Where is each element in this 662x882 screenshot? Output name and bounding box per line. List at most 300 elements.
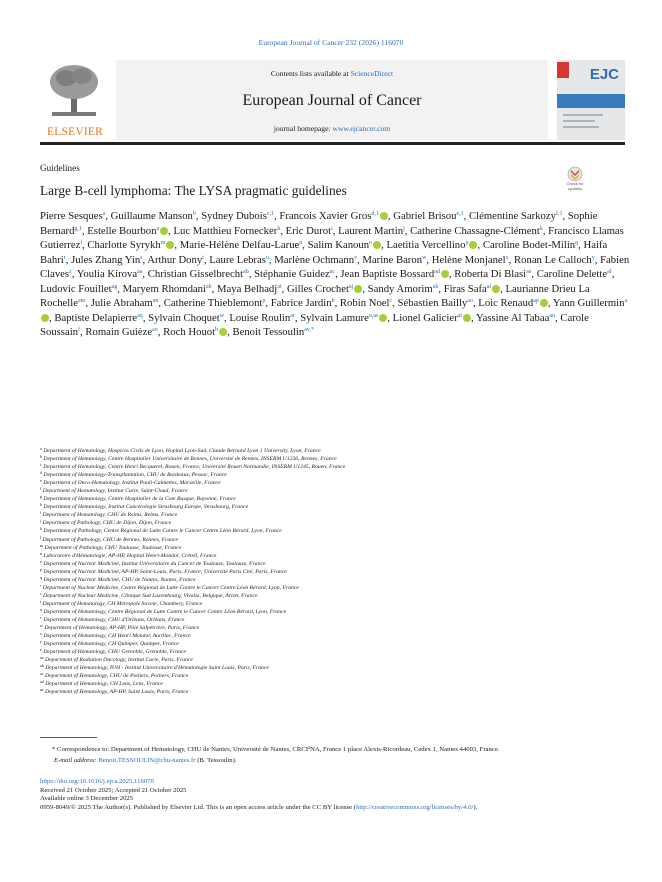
author-affiliation-marker[interactable]: ac bbox=[329, 269, 336, 276]
author[interactable] bbox=[338, 225, 410, 237]
affiliation-text: Department of Nuclear Medicine, Clinique Sud Luxembourg, Vivalia, Belgique, Arlon, France bbox=[42, 592, 258, 599]
author[interactable] bbox=[368, 283, 444, 295]
author-affiliation-marker[interactable]: ad bbox=[434, 269, 440, 276]
author[interactable] bbox=[232, 326, 314, 338]
author-affiliation-marker[interactable]: u,as bbox=[368, 312, 379, 319]
author[interactable] bbox=[393, 210, 469, 222]
author-affiliation-marker[interactable]: f bbox=[78, 327, 81, 334]
journal-name: European Journal of Cancer bbox=[242, 92, 422, 109]
author-affiliation-marker[interactable]: u bbox=[265, 254, 269, 261]
author[interactable] bbox=[478, 297, 553, 309]
author-separator: , bbox=[594, 253, 601, 266]
author-name[interactable]: Stéphanie Guidez bbox=[254, 268, 330, 281]
orcid-icon[interactable] bbox=[540, 299, 548, 307]
homepage-line bbox=[116, 124, 548, 133]
orcid-icon[interactable] bbox=[463, 314, 471, 322]
author-separator: , bbox=[471, 311, 476, 324]
author-affiliation-marker[interactable]: x bbox=[505, 254, 509, 261]
author[interactable] bbox=[286, 225, 338, 237]
affiliation-key: d bbox=[40, 470, 42, 476]
author-affiliation-marker[interactable]: y bbox=[591, 254, 595, 261]
author-separator: , bbox=[81, 224, 88, 237]
author-affiliation-marker[interactable]: a bbox=[624, 298, 628, 305]
author[interactable] bbox=[148, 268, 254, 280]
author-separator: , bbox=[227, 326, 233, 339]
affiliation-key: ad bbox=[40, 679, 44, 685]
author-affiliation-marker[interactable]: h bbox=[277, 225, 281, 232]
journal-citation[interactable]: European Journal of Cancer 232 (2026) 116070 bbox=[258, 38, 404, 47]
author-name[interactable]: Arthur Dony bbox=[147, 253, 203, 266]
orcid-icon[interactable] bbox=[441, 270, 449, 278]
sciencedirect-link[interactable]: ScienceDirect bbox=[350, 69, 394, 78]
author-name[interactable]: Sylvain Lamure bbox=[300, 311, 369, 324]
doi-link[interactable]: https://doi.org/10.1016/j.ejca.2025.116070 bbox=[40, 778, 154, 785]
check-for-updates-badge[interactable] bbox=[561, 166, 589, 198]
check-updates-label: Check for updates bbox=[566, 181, 584, 191]
author-affiliation-marker[interactable]: a bbox=[102, 211, 106, 217]
author-name[interactable]: Clémentine Sarkozy bbox=[468, 210, 556, 222]
affiliation-key: u bbox=[40, 606, 42, 612]
affiliation-text: Department of Hematology, Institut Curie, Saint-Cloud, France bbox=[42, 488, 188, 495]
affiliation-text: Department of Hematology-Transplantation, CHU de Bordeaux, Pessac, France bbox=[43, 472, 227, 479]
cover-line bbox=[563, 126, 599, 128]
corresponding-author-note bbox=[40, 745, 630, 756]
author-name[interactable]: Loic Renaud bbox=[478, 297, 534, 310]
author-affiliation-marker[interactable]: v bbox=[354, 254, 358, 261]
author-separator: , bbox=[174, 239, 180, 252]
author-separator: , bbox=[65, 253, 72, 266]
affiliation-text: Department of Pathology, CHU de Rennes, Rennes, France bbox=[42, 536, 179, 543]
author-affiliation-marker[interactable]: l bbox=[80, 240, 83, 247]
author[interactable] bbox=[77, 268, 148, 280]
author-name[interactable]: Ludovic Fouillet bbox=[40, 282, 112, 295]
author[interactable] bbox=[444, 283, 506, 295]
author[interactable] bbox=[271, 297, 340, 309]
affiliation-key: k bbox=[40, 526, 42, 532]
affiliation-text: Department of Hematology, CHU d'Orléans, Orléans, France bbox=[43, 616, 185, 623]
author-affiliation-marker[interactable]: al bbox=[486, 283, 492, 290]
affiliation-text: Department of Hematology, CH Henri Mondor, Aurillac, France bbox=[43, 633, 191, 640]
author[interactable] bbox=[209, 254, 274, 266]
author-affiliation-marker[interactable]: ao bbox=[467, 298, 473, 305]
author[interactable] bbox=[340, 268, 454, 280]
author-name[interactable]: Laurianne Drieu La Rochelle bbox=[40, 282, 590, 310]
author-affiliation-marker[interactable]: e,1 bbox=[456, 211, 464, 217]
affiliation-key: r bbox=[40, 582, 42, 588]
affiliation-list bbox=[40, 447, 630, 696]
affiliation-item bbox=[40, 592, 630, 600]
author-name[interactable]: Laetitia Vercellino bbox=[386, 239, 466, 252]
affiliation-item bbox=[40, 519, 630, 527]
author[interactable] bbox=[164, 297, 271, 309]
author-name[interactable]: Firas Safa bbox=[443, 282, 487, 295]
author-name[interactable]: Catherine Chassagne-Clément bbox=[410, 224, 540, 237]
affiliation-item bbox=[40, 463, 630, 471]
author[interactable] bbox=[287, 283, 368, 295]
author-affiliation-marker[interactable]: at bbox=[457, 312, 463, 319]
author-name[interactable]: Laure Lebras bbox=[209, 253, 266, 266]
contents-line bbox=[116, 69, 548, 78]
affiliation-text: Department of Hematology, CH Lens, Lens, France bbox=[45, 681, 163, 688]
email-link[interactable]: Benoit.TESSOULIN@chu-nantes.fr bbox=[98, 756, 196, 764]
author-separator: , bbox=[404, 224, 411, 237]
author[interactable] bbox=[163, 326, 232, 338]
author[interactable] bbox=[123, 283, 217, 295]
affiliation-text: Department of Hematology, CHU Grenoble, Grenoble, France bbox=[43, 649, 187, 656]
author-affiliation-marker[interactable]: ae bbox=[526, 269, 532, 276]
author-name[interactable]: Gilles Crochet bbox=[286, 282, 349, 295]
author-affiliation-marker[interactable]: d,1 bbox=[371, 211, 379, 217]
author-name[interactable]: Eric Durot bbox=[285, 224, 332, 237]
author-name[interactable]: Robin Noel bbox=[339, 297, 390, 310]
author-affiliation-marker[interactable]: q bbox=[575, 240, 579, 247]
received-dates: Received 21 October 2025; Accepted 21 October 2025 bbox=[40, 786, 187, 794]
homepage-link[interactable]: www.ejcancer.com bbox=[332, 124, 391, 133]
author[interactable] bbox=[410, 225, 548, 237]
affiliation-item bbox=[40, 624, 630, 632]
author[interactable] bbox=[386, 239, 482, 251]
author-separator: , bbox=[142, 268, 148, 281]
affiliation-item bbox=[40, 487, 630, 495]
author-name[interactable]: Christian Gisselbrecht bbox=[147, 268, 244, 281]
author-separator: , bbox=[463, 210, 469, 222]
author-name[interactable]: Sandy Amorim bbox=[367, 282, 433, 295]
author-name[interactable]: Francisco Llamas Gutierrez bbox=[40, 224, 624, 252]
affiliation-text: Laboratoire d'Hématologie, AP-HP, Hopital Henri-Mondor, Créteil, France bbox=[43, 552, 217, 559]
author-name[interactable]: Romain Guièze bbox=[85, 326, 153, 339]
available-online-date: Available online 3 December 2025 bbox=[40, 795, 134, 802]
author-affiliation-marker[interactable]: ab bbox=[243, 269, 249, 276]
affiliation-item bbox=[40, 503, 630, 511]
author[interactable] bbox=[483, 239, 584, 251]
author-affiliation-marker[interactable]: a bbox=[156, 225, 160, 232]
author[interactable] bbox=[393, 312, 476, 324]
email-suffix: (B. Tessoulin). bbox=[197, 756, 237, 764]
check-updates-icon bbox=[561, 166, 589, 182]
author[interactable] bbox=[476, 312, 560, 324]
affiliation-text: Department of Hematology, Centre Hospitalier Universitaire de Rennes, Université de Rennes, INSERM U1236, Rennes, France bbox=[43, 456, 337, 463]
author[interactable] bbox=[201, 210, 279, 222]
article-type: Guidelines bbox=[40, 163, 80, 173]
author-name[interactable]: Sylvain Choquet bbox=[148, 311, 220, 324]
author-name[interactable]: Fabrice Jardin bbox=[270, 297, 332, 310]
author-name[interactable]: Francois Xavier Gros bbox=[279, 210, 372, 222]
orcid-icon[interactable] bbox=[380, 212, 388, 220]
journal-info-box bbox=[116, 60, 548, 140]
author-separator: , bbox=[158, 297, 164, 310]
author-affiliation-marker[interactable]: aa bbox=[137, 269, 143, 276]
author-name[interactable]: Sydney Dubois bbox=[201, 210, 267, 222]
author-separator: , bbox=[302, 239, 308, 252]
author-name[interactable]: Maya Belhadj bbox=[217, 282, 278, 295]
author-name[interactable]: Caroline Delette bbox=[536, 268, 608, 281]
author-affiliation-marker[interactable]: b bbox=[215, 327, 219, 334]
footnotes bbox=[40, 745, 630, 767]
author[interactable] bbox=[87, 225, 173, 237]
author-separator: , bbox=[85, 297, 91, 310]
author-name[interactable]: Charlotte Syrykh bbox=[87, 239, 161, 252]
author-affiliation-marker[interactable]: o bbox=[369, 240, 373, 247]
orcid-icon[interactable] bbox=[219, 328, 227, 336]
author-name[interactable]: Jean Baptiste Bossard bbox=[340, 268, 435, 281]
affiliation-item bbox=[40, 672, 630, 680]
affiliation-item bbox=[40, 600, 630, 608]
author-name[interactable]: Sébastien Bailly bbox=[397, 297, 468, 310]
cover-line bbox=[563, 120, 595, 122]
author-separator: , bbox=[105, 210, 111, 222]
author[interactable] bbox=[254, 268, 340, 280]
author-list bbox=[40, 209, 630, 340]
affiliation-item bbox=[40, 656, 630, 664]
author[interactable] bbox=[40, 210, 111, 222]
author-affiliation-marker[interactable]: m bbox=[160, 240, 166, 247]
author[interactable] bbox=[87, 239, 179, 251]
orcid-icon[interactable] bbox=[41, 314, 49, 322]
author-separator: , bbox=[274, 210, 280, 222]
author-name[interactable]: Haifa Bahri bbox=[40, 239, 608, 266]
author-name[interactable]: Yassine Al Tabaa bbox=[475, 311, 550, 324]
affiliation-key: j bbox=[40, 518, 42, 524]
affiliation-item bbox=[40, 664, 630, 672]
author[interactable] bbox=[111, 210, 202, 222]
author-separator: , bbox=[334, 297, 340, 310]
author[interactable] bbox=[454, 268, 537, 280]
author-affiliation-marker[interactable]: w bbox=[422, 254, 427, 261]
affiliation-key: a bbox=[40, 446, 42, 451]
author-separator: , bbox=[448, 268, 455, 281]
author-name[interactable]: Maryem Rhomdani bbox=[122, 282, 206, 295]
author-affiliation-marker[interactable]: av,* bbox=[304, 327, 315, 334]
affiliation-item bbox=[40, 511, 630, 519]
author[interactable] bbox=[469, 210, 568, 222]
author[interactable] bbox=[340, 297, 398, 309]
author[interactable] bbox=[432, 254, 514, 266]
affiliation-key: i bbox=[40, 510, 42, 516]
author-affiliation-marker[interactable]: s bbox=[140, 254, 143, 261]
author-affiliation-marker[interactable]: r bbox=[63, 254, 66, 261]
affiliation-text: Department of Hematology, Centre Régional de Lutte Contre le Cancer Centre Léon Bérard, Lyon, France bbox=[43, 608, 287, 615]
author-affiliation-marker[interactable]: b bbox=[192, 211, 196, 217]
author-separator: , bbox=[294, 311, 301, 324]
affiliation-item bbox=[40, 640, 630, 648]
author-name[interactable]: Roberta Di Blasi bbox=[454, 268, 527, 281]
affiliation-item bbox=[40, 536, 630, 544]
author-separator: , bbox=[142, 253, 148, 266]
author[interactable] bbox=[279, 210, 393, 222]
author-separator: , bbox=[547, 297, 553, 310]
affiliation-key: ac bbox=[40, 671, 44, 677]
author-name[interactable]: Salim Kanoun bbox=[307, 239, 370, 252]
author[interactable] bbox=[54, 312, 148, 324]
author-separator: , bbox=[195, 210, 202, 222]
author-affiliation-marker[interactable]: ah bbox=[205, 283, 212, 290]
author-name[interactable]: Roch Houot bbox=[163, 326, 216, 339]
copyright-text: 0959-8049/© 2025 The Author(s). Published by Elsevier Ltd. This is an open access article under the CC BY license ( bbox=[40, 803, 357, 811]
author-separator: , bbox=[71, 268, 77, 281]
affiliation-item bbox=[40, 680, 630, 688]
author-affiliation-marker[interactable]: t bbox=[202, 254, 204, 261]
affiliation-text: Department of Hematology, CHU de Reims, Reims, France bbox=[42, 512, 178, 519]
author-name[interactable]: Gabriel Brisou bbox=[393, 210, 457, 222]
author-separator: , bbox=[531, 268, 537, 281]
author-affiliation-marker[interactable]: ap bbox=[533, 298, 539, 305]
author-name[interactable]: Sophie Bernard bbox=[40, 210, 598, 237]
affiliation-text: Department of Pathology, Centre Régional de Lutte Contre le Cancer Centre Léon Bérard, Lyon, France bbox=[43, 528, 282, 535]
author-separator: , bbox=[280, 224, 286, 237]
author-affiliation-marker[interactable]: am bbox=[78, 298, 86, 305]
author-affiliation-marker[interactable]: n bbox=[299, 240, 303, 247]
author[interactable] bbox=[362, 254, 431, 266]
affiliation-text: Department of Hematology, AP-HP, Saint Louis, Paris, France bbox=[44, 689, 189, 696]
author[interactable] bbox=[300, 312, 392, 324]
author[interactable] bbox=[148, 312, 229, 324]
affiliation-key: l bbox=[40, 534, 42, 540]
author-name[interactable]: Marie-Hélène Delfau-Larue bbox=[179, 239, 300, 252]
author-name[interactable]: Youlia Kirova bbox=[76, 268, 138, 281]
author[interactable] bbox=[147, 254, 209, 266]
footnote-rule bbox=[40, 737, 97, 738]
affiliation-key: g bbox=[40, 494, 42, 500]
orcid-icon[interactable] bbox=[373, 241, 381, 249]
author[interactable] bbox=[91, 297, 164, 309]
affiliation-text: Department of Nuclear Medicine, CHU de Nantes, Nantes, France bbox=[43, 576, 196, 583]
author-affiliation-marker[interactable]: au bbox=[549, 312, 556, 319]
author-separator: , bbox=[80, 326, 86, 339]
author-name[interactable]: Caroline Bodet-Milin bbox=[482, 239, 576, 252]
author-affiliation-marker[interactable]: ak bbox=[432, 283, 439, 290]
affiliation-item bbox=[40, 471, 630, 479]
author[interactable] bbox=[514, 254, 600, 266]
affiliation-key: n bbox=[40, 550, 42, 556]
author-affiliation-marker[interactable]: aq bbox=[137, 312, 143, 319]
author-affiliation-marker[interactable]: ai bbox=[277, 283, 282, 290]
affiliation-item bbox=[40, 576, 630, 584]
author-separator: , bbox=[611, 268, 615, 281]
author-separator: , bbox=[248, 268, 255, 281]
author-name[interactable]: Estelle Bourbon bbox=[87, 224, 157, 237]
author-affiliation-marker[interactable]: ag bbox=[111, 283, 118, 290]
author[interactable] bbox=[217, 283, 287, 295]
author-affiliation-marker[interactable]: ao bbox=[152, 327, 158, 334]
affiliation-key: m bbox=[40, 542, 44, 548]
author-separator: , bbox=[82, 239, 88, 252]
affiliation-key: v bbox=[40, 614, 42, 620]
author-name[interactable]: Luc Matthieu Fornecker bbox=[173, 224, 278, 237]
license-link[interactable]: http://creativecommons.org/licenses/by/4.0/ bbox=[356, 803, 474, 811]
affiliation-key: e bbox=[40, 478, 42, 484]
author-affiliation-marker[interactable]: w bbox=[219, 312, 225, 319]
affiliation-text: Department of Hematology, Hospices Civils de Lyon, Hopital Lyon-Sud, Claude Bernard Lyon 1 University, Lyon, France bbox=[43, 448, 321, 454]
affiliation-key: aa bbox=[40, 655, 44, 661]
author-separator: , bbox=[392, 297, 398, 310]
author[interactable] bbox=[229, 312, 300, 324]
author-separator: , bbox=[203, 253, 210, 266]
orcid-icon[interactable] bbox=[492, 285, 500, 293]
author[interactable] bbox=[398, 297, 479, 309]
author-affiliation-marker[interactable]: h bbox=[331, 298, 335, 305]
author-affiliation-marker[interactable]: c,1 bbox=[266, 211, 275, 217]
author[interactable] bbox=[180, 239, 308, 251]
affiliation-key: f bbox=[40, 486, 42, 492]
author[interactable] bbox=[173, 225, 285, 237]
author[interactable] bbox=[537, 268, 615, 280]
author-name[interactable]: Yann Guillermin bbox=[552, 297, 625, 310]
cover-line bbox=[563, 114, 603, 116]
affiliation-text: Department of Pathology, CHU Toulouse, Toulouse, France bbox=[44, 544, 182, 551]
author-name[interactable]: Helène Monjanel bbox=[431, 253, 506, 266]
author-affiliation-marker[interactable]: af bbox=[607, 269, 612, 276]
author-separator: , bbox=[500, 282, 506, 295]
author-name[interactable]: Ronan Le Calloch bbox=[514, 253, 592, 266]
affiliation-text: Department of Hematology, CHU de Poitiers, Poitiers, France bbox=[44, 673, 189, 680]
author-separator: , bbox=[117, 282, 123, 295]
author-affiliation-marker[interactable]: c bbox=[389, 298, 393, 305]
cover-band bbox=[557, 94, 625, 108]
author-name[interactable]: Marine Baron bbox=[362, 253, 423, 266]
author-name[interactable]: Carole Soussain bbox=[40, 311, 589, 339]
publisher-name: ELSEVIER bbox=[47, 126, 103, 138]
affiliation-item bbox=[40, 560, 630, 568]
author-affiliation-marker[interactable]: ar bbox=[290, 312, 295, 319]
author-separator: , bbox=[142, 311, 149, 324]
author-affiliation-marker[interactable]: g,1 bbox=[74, 225, 82, 232]
author[interactable] bbox=[85, 326, 163, 338]
author-name[interactable]: Baptiste Delapierre bbox=[54, 311, 138, 324]
author-name[interactable]: Marlène Ochmann bbox=[274, 253, 355, 266]
author-name[interactable]: Pierre Sesques bbox=[40, 210, 103, 222]
journal-cover-thumbnail[interactable] bbox=[557, 60, 625, 140]
author[interactable] bbox=[71, 254, 147, 266]
author-name[interactable]: Fabien Claves bbox=[40, 253, 630, 281]
publisher-logo bbox=[40, 60, 110, 140]
affiliation-item bbox=[40, 479, 630, 487]
elsevier-tree-icon bbox=[46, 62, 102, 118]
author-name[interactable]: Lionel Galicier bbox=[392, 311, 458, 324]
affiliation-item bbox=[40, 552, 630, 560]
author-name[interactable]: Benoit Tessoulin bbox=[232, 326, 305, 339]
affiliation-text: Department of Hematology, Centre Hospitalier de la Cote Basque, Bayonne, France bbox=[43, 496, 236, 503]
affiliation-text: Department of Hematology, Institut Cancérologie Strasbourg Europe, Strasbourg, France bbox=[43, 504, 249, 511]
affiliation-item bbox=[40, 495, 630, 503]
author-affiliation-marker[interactable]: j bbox=[403, 225, 405, 232]
author-affiliation-marker[interactable]: z bbox=[69, 269, 72, 276]
author-affiliation-marker[interactable]: f,1 bbox=[555, 211, 563, 217]
author-name[interactable]: Jules Zhang Yin bbox=[71, 253, 141, 266]
author-affiliation-marker[interactable]: p bbox=[465, 240, 469, 247]
author-affiliation-marker[interactable]: aj bbox=[348, 283, 354, 290]
affiliation-text: Department of Pathology, CHU de Dijon, Dijon, France bbox=[42, 520, 172, 527]
author-name[interactable]: Louise Roulin bbox=[229, 311, 291, 324]
author[interactable] bbox=[308, 239, 387, 251]
author-separator: , bbox=[578, 239, 584, 252]
affiliation-item bbox=[40, 688, 630, 696]
author[interactable] bbox=[274, 254, 362, 266]
orcid-icon[interactable] bbox=[160, 227, 168, 235]
author-separator: , bbox=[562, 210, 568, 222]
corresponding-mark: * bbox=[52, 746, 56, 753]
author-name[interactable]: Laurent Martin bbox=[338, 224, 404, 237]
copyright-suffix: ). bbox=[473, 803, 478, 811]
author-affiliation-marker[interactable]: k bbox=[539, 225, 543, 232]
author-name[interactable]: Julie Abraham bbox=[90, 297, 153, 310]
author-affiliation-marker[interactable]: i bbox=[331, 225, 333, 232]
affiliation-text: Department of Onco-Hematology, Institut Paoli-Calmettes, Marseille, France bbox=[43, 480, 221, 487]
author-affiliation-marker[interactable]: an bbox=[152, 298, 159, 305]
author[interactable] bbox=[40, 283, 123, 295]
author-name[interactable]: Guillaume Manson bbox=[110, 210, 193, 222]
author-affiliation-marker[interactable]: p bbox=[262, 298, 266, 305]
author-name[interactable]: Catherine Thieblemont bbox=[163, 297, 263, 310]
